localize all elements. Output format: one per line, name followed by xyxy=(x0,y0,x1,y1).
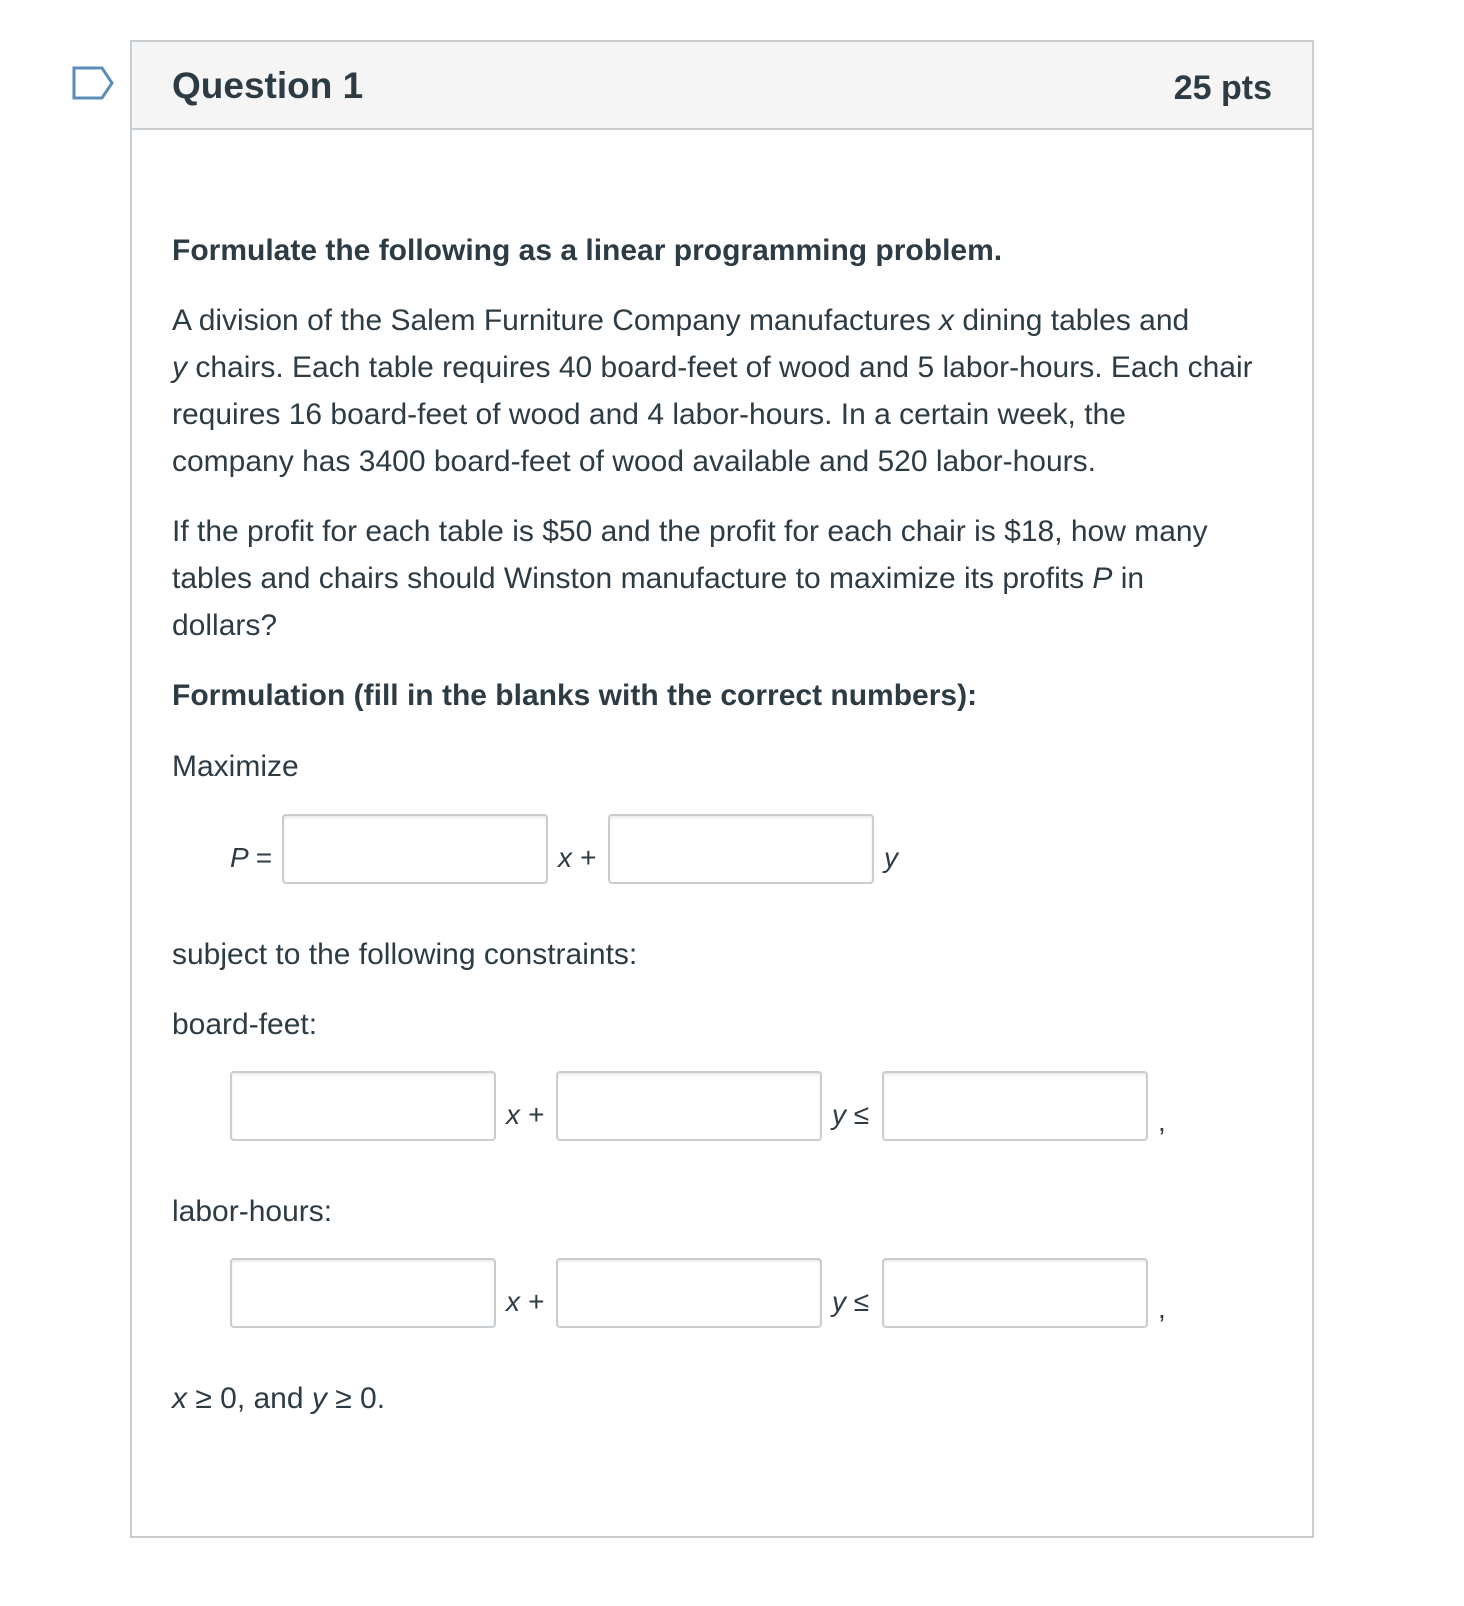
objective-x-coefficient-input[interactable] xyxy=(282,814,548,884)
question-title: Question 1 xyxy=(172,65,364,106)
question-header xyxy=(132,42,1312,130)
problem-text-line: company has 3400 board-feet of wood available and 520 labor-hours. xyxy=(172,445,1096,478)
board-feet-rhs-input[interactable] xyxy=(882,1071,1148,1141)
question-points: 25 pts xyxy=(1173,69,1272,107)
problem-heading: Formulate the following as a linear programming problem. xyxy=(172,234,1003,267)
labor-hours-x-plus: x + xyxy=(506,1286,545,1317)
labor-hours-comma: , xyxy=(1158,1293,1166,1324)
problem-text-line: If the profit for each table is $50 and the profit for each chair is $18, how many xyxy=(172,515,1208,548)
flag-question-icon[interactable] xyxy=(72,66,114,100)
nonnegativity-constraint: x ≥ 0, and y ≥ 0. xyxy=(172,1382,386,1415)
objective-x-plus: x + xyxy=(558,842,597,873)
objective-y-coefficient-input[interactable] xyxy=(608,814,874,884)
question-card xyxy=(130,40,1314,1538)
board-feet-label: board-feet: xyxy=(172,1008,318,1041)
problem-text-line: dollars? xyxy=(172,609,278,642)
board-feet-y-coefficient-input[interactable] xyxy=(556,1071,822,1141)
problem-text-line: y chairs. Each table requires 40 board-feet of wood and 5 labor-hours. Each chair xyxy=(172,351,1253,384)
problem-text-line: A division of the Salem Furniture Company manufactures x dining tables and xyxy=(172,304,1190,337)
objective-lhs: P = xyxy=(230,842,272,873)
board-feet-comma: , xyxy=(1158,1106,1166,1137)
constraints-label: subject to the following constraints: xyxy=(172,938,638,971)
labor-hours-y-leq: y ≤ xyxy=(832,1286,870,1317)
board-feet-x-coefficient-input[interactable] xyxy=(230,1071,496,1141)
labor-hours-rhs-input[interactable] xyxy=(882,1258,1148,1328)
problem-text-line: tables and chairs should Winston manufacture to maximize its profits P in xyxy=(172,562,1145,595)
formulation-heading: Formulation (fill in the blanks with the correct numbers): xyxy=(172,679,978,712)
labor-hours-label: labor-hours: xyxy=(172,1195,333,1228)
board-feet-y-leq: y ≤ xyxy=(832,1099,870,1130)
labor-hours-x-coefficient-input[interactable] xyxy=(230,1258,496,1328)
board-feet-x-plus: x + xyxy=(506,1099,545,1130)
problem-text-line: requires 16 board-feet of wood and 4 labor-hours. In a certain week, the xyxy=(172,398,1126,431)
objective-y: y xyxy=(884,842,898,873)
maximize-label: Maximize xyxy=(172,750,299,783)
labor-hours-y-coefficient-input[interactable] xyxy=(556,1258,822,1328)
